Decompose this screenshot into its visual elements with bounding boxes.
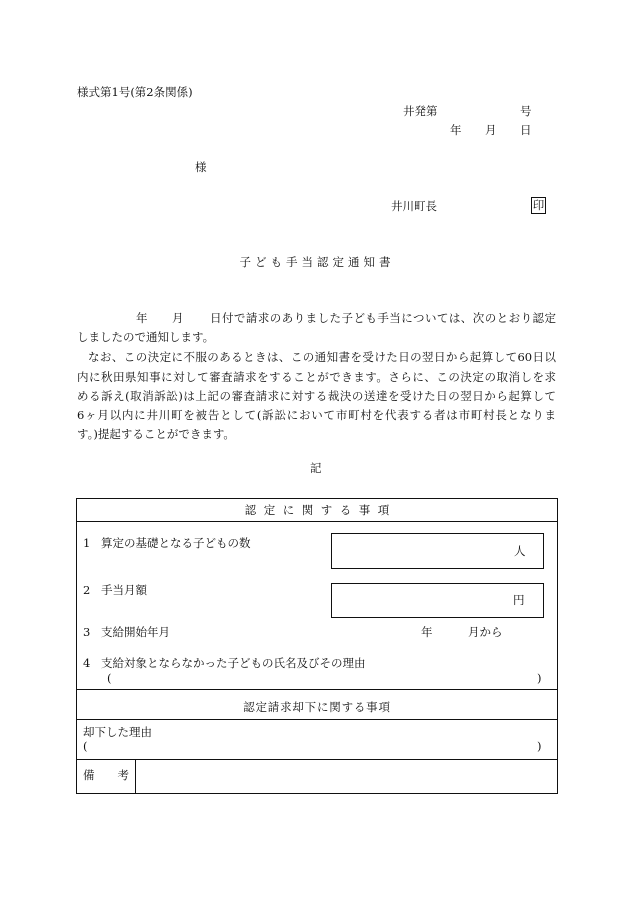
notation-ki: 記	[310, 461, 322, 475]
children-count-unit: 人	[514, 544, 526, 558]
item-number: 4	[83, 656, 91, 670]
paragraph2-line: なお、この決定に不服のあるときは、この通知書を受けた日の翌日から起算して60日以	[88, 350, 556, 364]
paragraph1-year: 年	[136, 311, 148, 325]
table-divider	[76, 689, 558, 690]
rejection-heading: 認定請求却下に関する事項	[243, 700, 391, 714]
paragraph1-line: 日付で請求のありました子ども手当については、次のとおり認定	[210, 311, 556, 325]
paragraph2-line: 6ヶ月以内に井川町を被告として(訴訟において市町村を代表する者は市町村長となりま	[77, 408, 556, 422]
monthly-amount-unit: 円	[513, 593, 525, 607]
issuer-title: 井川町長	[391, 199, 437, 213]
open-paren: (	[83, 739, 88, 753]
issue-date-day: 日	[520, 123, 532, 137]
start-year-marker: 年	[421, 625, 433, 639]
table-divider	[76, 759, 558, 760]
item-label-children-count: 算定の基礎となる子どもの数	[101, 536, 251, 550]
paragraph2-line: す。)提起することができます。	[77, 427, 235, 441]
remarks-divider	[135, 759, 136, 793]
open-paren: (	[107, 671, 112, 685]
paragraph2-line: 内に秋田県知事に対して審査請求をすることができます。さらに、この決定の取消しを求	[77, 370, 556, 384]
seal-mark: 印	[532, 198, 545, 212]
start-month-marker: 月から	[468, 625, 503, 639]
document-number-prefix: 井発第	[403, 104, 438, 118]
close-paren: )	[537, 671, 542, 685]
paragraph1-month: 月	[172, 311, 184, 325]
item-number: 1	[83, 536, 91, 550]
addressee-honorific: 様	[195, 160, 207, 174]
table-divider	[76, 521, 558, 522]
issue-date-year: 年	[450, 123, 462, 137]
close-paren: )	[537, 739, 542, 753]
rejection-reason-label: 却下した理由	[83, 725, 152, 739]
form-number: 様式第1号(第2条関係)	[77, 85, 193, 99]
item-number: 2	[83, 583, 91, 597]
item-label-monthly-amount: 手当月額	[101, 583, 147, 597]
table-divider	[76, 719, 558, 720]
item-number: 3	[83, 625, 91, 639]
item-label-ineligible-children: 支給対象とならなかった子どもの氏名及びその理由	[101, 656, 366, 670]
remarks-label: 備考	[83, 768, 152, 782]
paragraph1-line: しましたので通知します。	[77, 330, 215, 344]
issue-date-month: 月	[485, 123, 497, 137]
children-count-box	[331, 533, 544, 569]
document-number-suffix: 号	[520, 104, 532, 118]
item-label-start-month: 支給開始年月	[101, 625, 170, 639]
paragraph2-line: める訴え(取消訴訟)は上記の審査請求に対する裁決の送達を受けた日の翌日から起算して	[77, 389, 556, 403]
document-title: 子ども手当認定通知書	[239, 255, 395, 269]
certification-heading: 認定に関する事項	[244, 503, 397, 517]
